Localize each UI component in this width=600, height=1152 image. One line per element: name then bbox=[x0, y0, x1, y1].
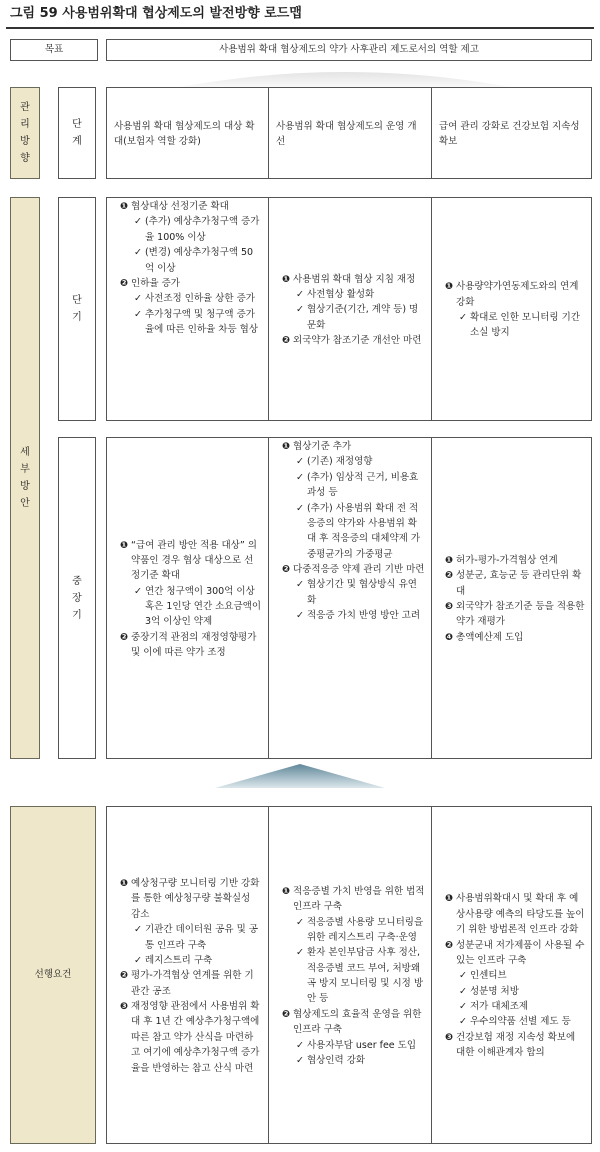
bullet-text: 협상제도의 효율적 운영을 위한 인프라 구축 bbox=[293, 1008, 422, 1036]
bullet-marker: ✓ bbox=[296, 579, 304, 591]
vertical-char: 방 bbox=[20, 136, 30, 147]
management-col3-text: 급여 관리 강화로 건강보험 지속성 확보 bbox=[439, 120, 580, 147]
bullet-marker: ✓ bbox=[296, 304, 304, 316]
bullet-marker: ✓ bbox=[296, 502, 304, 514]
vertical-char: 기 bbox=[72, 609, 82, 621]
vertical-char: 중 bbox=[72, 575, 82, 587]
bullet bbox=[276, 945, 425, 1007]
bullet-text: 협상대상 선정기준 확대 bbox=[131, 201, 229, 212]
bullet bbox=[114, 876, 262, 922]
bullet-text: 허가-평가-가격협상 연계 bbox=[456, 554, 558, 566]
vertical-char: 계 bbox=[72, 136, 82, 147]
bullet-marker: ✓ bbox=[296, 1039, 304, 1051]
bullet-text: 외국약가 참조기준 등을 적용한 약가 재평가 bbox=[456, 601, 585, 628]
short-col2 bbox=[269, 198, 432, 420]
bullet-marker: ❷ bbox=[282, 335, 291, 347]
bullet-marker: ❶ bbox=[445, 893, 454, 905]
bullet bbox=[114, 538, 262, 584]
bullet-marker: ❸ bbox=[445, 1031, 454, 1043]
bullet-marker: ❷ bbox=[120, 631, 129, 643]
bullet bbox=[114, 584, 262, 630]
vertical-char: 안 bbox=[20, 498, 30, 509]
bullet-text: 환자 본인부담금 사후 정산, 적응증별 코드 부여, 처방왜곡 방지 모니터링 및 시정 방안 등 bbox=[306, 947, 424, 1005]
bullet-marker: ✓ bbox=[296, 1054, 304, 1066]
bullet-marker: ✓ bbox=[296, 288, 304, 300]
prereq-col1 bbox=[107, 807, 269, 1143]
bullet-marker: ❸ bbox=[120, 1001, 129, 1013]
bullet-marker: ❶ bbox=[282, 441, 291, 452]
bullet bbox=[439, 999, 585, 1014]
mid-term-row bbox=[106, 437, 592, 759]
bullet-marker: ✓ bbox=[296, 916, 304, 928]
bullet-marker: ❶ bbox=[120, 201, 129, 212]
bullet-text: 사용범위확대시 및 확대 후 예상사용량 예측의 타당도를 높이기 위한 방법론적 인프라 강화 bbox=[456, 893, 585, 936]
bullet-marker: ❶ bbox=[282, 885, 291, 897]
bullet bbox=[439, 310, 585, 341]
vertical-char: 기 bbox=[72, 312, 82, 323]
bullet-text: 협상기준 추가 bbox=[293, 441, 352, 452]
bullet bbox=[114, 922, 262, 953]
bullet-marker: ❷ bbox=[445, 939, 454, 951]
management-col2-text: 사용범위 확대 협상제도의 운영 개선 bbox=[276, 120, 417, 147]
bullet-text: 외국약가 참조기준 개선안 마련 bbox=[293, 335, 422, 347]
prereq-col3 bbox=[432, 807, 591, 1143]
bullet bbox=[276, 501, 425, 563]
bullet-text: 협상기간 및 협상방식 유연화 bbox=[306, 579, 417, 606]
bullet-text: “급여 관리 방안 적용 대상” 의약품인 경우 협상 대상으로 선정기준 확대 bbox=[131, 539, 257, 582]
bullet-text: (추가) 예상추가청구액 증가율 100% 이상 bbox=[144, 216, 260, 243]
bullet-marker: ✓ bbox=[459, 1016, 467, 1028]
bullet-text: 확대로 인한 모니터링 기간 소실 방지 bbox=[469, 312, 580, 339]
bullet-marker: ✓ bbox=[134, 216, 142, 228]
bullet bbox=[439, 891, 585, 937]
mid-col1 bbox=[107, 438, 269, 758]
detail-side-label bbox=[10, 197, 40, 759]
bullet-marker: ✓ bbox=[296, 471, 304, 483]
bullet-marker: ✓ bbox=[459, 985, 467, 997]
bullet bbox=[276, 608, 425, 623]
bullet-text: (추가) 사용범위 확대 전 적응증의 약가와 사용범위 확대 후 적응증의 대체약제 가중평균가의 가중평균 bbox=[306, 502, 420, 560]
bullet bbox=[114, 999, 262, 1076]
mid-term-label bbox=[58, 437, 96, 759]
stage-label bbox=[58, 87, 96, 179]
bullet-text: 중장기적 관점의 재정영향평가 및 이에 따른 약가 조정 bbox=[131, 631, 257, 659]
bullet bbox=[439, 553, 585, 568]
short-col3 bbox=[432, 198, 591, 420]
bullet bbox=[439, 279, 585, 310]
bullet-text: 우수의약품 선별 제도 등 bbox=[469, 1016, 571, 1028]
bullet-text: 사용량약가연동제도와의 연계 강화 bbox=[456, 281, 579, 308]
bullet-marker: ❸ bbox=[445, 601, 454, 612]
vertical-char: 장 bbox=[72, 592, 82, 604]
bullet-text: 성분명 처방 bbox=[469, 985, 519, 997]
bullet-marker: ✓ bbox=[459, 1001, 467, 1013]
bullet-marker: ❶ bbox=[282, 273, 291, 285]
bullet bbox=[439, 599, 585, 630]
bullet-text: 레지스트리 구축 bbox=[144, 954, 213, 966]
bullet-text: 인하율 증가 bbox=[131, 277, 180, 289]
bullet-text: 추가청구액 및 청구액 증가율에 따른 인하율 차등 협상 bbox=[144, 308, 258, 335]
bullet-marker: ✓ bbox=[134, 247, 142, 259]
prereq-label bbox=[10, 806, 96, 1144]
bullet bbox=[276, 272, 425, 287]
vertical-char: 관 bbox=[20, 102, 30, 113]
bullet bbox=[276, 1053, 425, 1068]
goal-label-text: 목표 bbox=[44, 44, 64, 56]
bullet bbox=[276, 302, 425, 333]
bullet-text: (변경) 예상추가청구액 50억 이상 bbox=[144, 247, 254, 274]
bullet bbox=[276, 439, 425, 454]
bullet-text: 건강보험 재정 지속성 확보에 대한 이해관계자 합의 bbox=[456, 1031, 576, 1059]
bullet-marker: ❶ bbox=[445, 554, 454, 566]
bullet bbox=[114, 245, 262, 276]
bullet-marker: ❷ bbox=[282, 1008, 291, 1020]
bullet-marker: ❷ bbox=[120, 277, 129, 289]
vertical-char: 향 bbox=[20, 153, 30, 164]
bullet-marker: ✓ bbox=[459, 970, 467, 982]
bullet-marker: ❶ bbox=[445, 281, 454, 293]
bullet-marker: ❶ bbox=[120, 878, 129, 890]
bullet-text: 평가-가격협상 연계를 위한 기관간 공조 bbox=[131, 970, 254, 997]
bullet-marker: ✓ bbox=[134, 585, 142, 597]
bullet-marker: ❷ bbox=[282, 564, 291, 575]
bullet bbox=[114, 968, 262, 999]
bullet-marker: ❷ bbox=[445, 570, 454, 582]
bullet bbox=[439, 984, 585, 999]
bullet-marker: ❷ bbox=[120, 970, 129, 982]
bullet-text: 재정영향 관점에서 사용범위 확대 후 1년 간 예상추가청구액에 따른 참고 약가 산식을 마련하고 여기에 예상추가청구액 증가율을 반영하는 참고 산식 마련 bbox=[131, 1001, 260, 1074]
mid-col2 bbox=[269, 438, 432, 758]
bullet bbox=[276, 884, 425, 915]
short-col1 bbox=[107, 198, 269, 420]
bullet-text: 인센티브 bbox=[469, 970, 507, 982]
bullet bbox=[114, 199, 262, 214]
prereq-row bbox=[106, 806, 592, 1144]
bullet-text: 기관간 데이터원 공유 및 공통 인프라 구축 bbox=[144, 924, 258, 951]
bullet bbox=[114, 276, 262, 291]
bullet-text: 협상기준(기간, 계약 등) 명문화 bbox=[306, 304, 419, 331]
bullet-marker: ✓ bbox=[134, 308, 142, 320]
title-rule bbox=[6, 27, 594, 29]
mid-col3 bbox=[432, 438, 591, 758]
bullet bbox=[276, 287, 425, 302]
bullet bbox=[439, 1014, 585, 1029]
short-term-label bbox=[58, 197, 96, 421]
bullet bbox=[439, 568, 585, 599]
up-arrow-icon bbox=[215, 762, 385, 790]
management-col2 bbox=[269, 88, 432, 178]
bullet-text: 예상청구량 모니터링 기반 강화를 통한 예상청구량 불확실성 감소 bbox=[131, 878, 260, 920]
bullet-marker: ✓ bbox=[134, 924, 142, 936]
goal-label bbox=[10, 39, 98, 61]
bullet bbox=[276, 1007, 425, 1038]
bullet-marker: ✓ bbox=[296, 456, 304, 468]
vertical-char: 리 bbox=[20, 119, 30, 130]
bullet-text: 성분군내 저가제품이 사용될 수 있는 인프라 구축 bbox=[456, 939, 585, 966]
bullet-text: 성분군, 효능군 등 관리단위 확대 bbox=[456, 570, 582, 597]
vertical-char: 방 bbox=[20, 481, 30, 492]
bullet bbox=[439, 968, 585, 983]
bullet-text: (추가) 임상적 근거, 비용효과성 등 bbox=[306, 471, 419, 499]
management-side-label bbox=[10, 87, 40, 179]
bullet-marker: ✓ bbox=[296, 610, 304, 622]
bullet-text: 사전조정 인하율 상한 증가 bbox=[144, 293, 255, 305]
bullet-marker: ✓ bbox=[134, 293, 142, 305]
vertical-char: 세 bbox=[20, 447, 30, 458]
bullet-text: 적응증별 가치 반영을 위한 법적 인프라 구축 bbox=[293, 885, 425, 913]
bullet bbox=[439, 938, 585, 969]
bullet bbox=[276, 470, 425, 501]
bullet bbox=[114, 291, 262, 306]
vertical-char: 부 bbox=[20, 464, 30, 475]
management-col1 bbox=[107, 88, 269, 178]
management-col1-text: 사용범위 확대 협상제도의 대상 확대(보험자 역할 강화) bbox=[114, 120, 255, 147]
bullet bbox=[276, 562, 425, 577]
management-row bbox=[106, 87, 592, 179]
bullet-text: 다중적응증 약제 관리 기반 마련 bbox=[293, 564, 425, 575]
bullet bbox=[276, 1038, 425, 1053]
bullet-marker: ✓ bbox=[134, 954, 142, 966]
bullet-text: 연간 청구액이 300억 이상 혹은 1인당 연간 소요금액이 3억 이상인 약제 bbox=[144, 585, 262, 628]
bullet-marker: ❶ bbox=[120, 539, 129, 551]
bullet-text: 사전협상 활성화 bbox=[306, 288, 375, 300]
bullet-text: (기존) 재정영향 bbox=[306, 456, 373, 468]
bullet-text: 사용범위 확대 협상 지침 재정 bbox=[293, 273, 416, 285]
bullet-text: 사용자부담 user fee 도입 bbox=[306, 1039, 417, 1051]
bullet bbox=[114, 630, 262, 661]
bullet-text: 저가 대체조제 bbox=[469, 1001, 529, 1013]
bullet bbox=[276, 333, 425, 348]
bullet-marker: ❹ bbox=[445, 631, 454, 643]
bullet bbox=[439, 1030, 585, 1061]
bullet-text: 적응증별 사용량 모니터링을 위한 레지스트리 구축·운영 bbox=[306, 916, 424, 943]
bullet-marker: ✓ bbox=[459, 312, 467, 323]
figure-title: 그림 59 사용범위확대 협상제도의 발전방향 로드맵 bbox=[10, 6, 302, 21]
bullet-marker: ✓ bbox=[296, 947, 304, 959]
vertical-char: 단 bbox=[72, 295, 82, 306]
bullet-text: 적응증 가치 반영 방안 고려 bbox=[306, 610, 420, 622]
management-col3 bbox=[432, 88, 591, 178]
prereq-col2 bbox=[269, 807, 432, 1143]
bullet bbox=[439, 630, 585, 645]
short-term-row bbox=[106, 197, 592, 421]
bullet-text: 총액예산제 도입 bbox=[456, 631, 524, 643]
bullet-text: 협상인력 강화 bbox=[306, 1054, 366, 1066]
bullet bbox=[114, 953, 262, 968]
bullet bbox=[114, 307, 262, 338]
prereq-label-text: 선행요건 bbox=[34, 969, 72, 981]
bullet bbox=[276, 454, 425, 469]
bullet bbox=[276, 915, 425, 946]
goal-text: 사용범위 확대 협상제도의 약가 사후관리 제도로서의 역할 제고 bbox=[219, 44, 479, 56]
goal-text-box bbox=[106, 39, 592, 61]
bullet bbox=[276, 577, 425, 608]
vertical-char: 단 bbox=[72, 119, 82, 130]
bullet bbox=[114, 214, 262, 245]
